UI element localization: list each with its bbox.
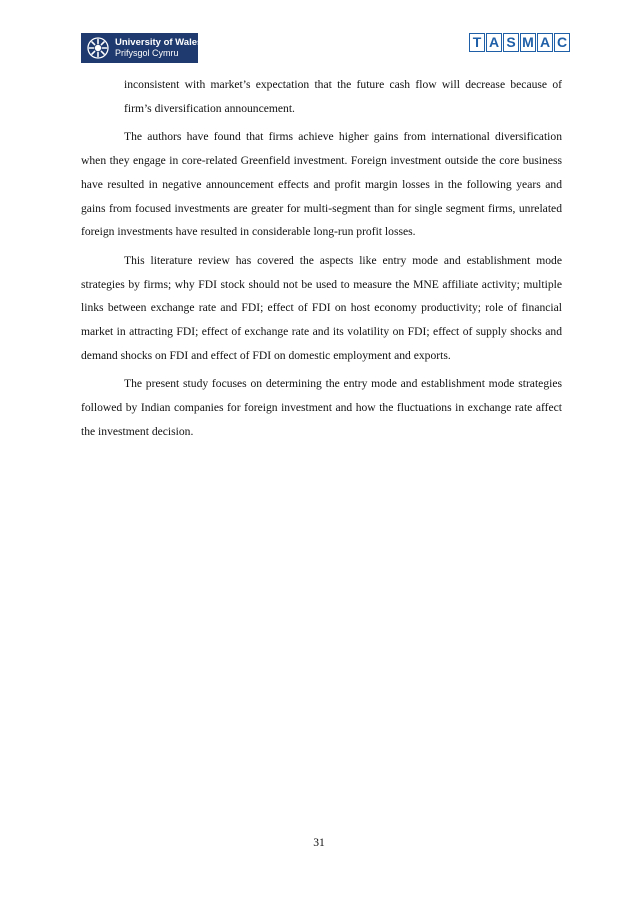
tasmac-letter: M: [520, 33, 536, 52]
paragraph-international-diversification: The authors have found that firms achieve higher gains from international diversification when they engage in core-related Greenfield investment. Foreign investment outside the core business have resulted in negative announcement effects and profit margin losses in the following years and gains from focused investments are greater for multi-segment than for single segment firms, unrelated foreign investments have resulted in considerable long-run profit losses.: [81, 130, 562, 239]
university-of-wales-logo: [81, 33, 203, 63]
tasmac-letter: A: [486, 33, 502, 52]
body-text: [81, 73, 562, 449]
tasmac-letter: A: [537, 33, 553, 52]
tasmac-logo: [469, 33, 571, 52]
university-name-english: University of Wales: [115, 37, 203, 48]
university-name-welsh: Prifysgol Cymru: [115, 48, 179, 58]
paragraph-literature-review-scope: This literature review has covered the aspects like entry mode and establishment mode strategies by firms; why FDI stock should not be used to measure the MNE affiliate activity; multiple links between exchange rate and FDI; effect of FDI on host economy productivity; role of financial market in attracting FDI; effect of exchange rate and its volatility on FDI; effect of supply shocks and demand shocks on FDI and effect of FDI on domestic employment and exports.: [81, 253, 562, 362]
university-logo-text: [115, 37, 202, 59]
tasmac-letter: S: [503, 33, 519, 52]
tasmac-letter: T: [469, 33, 485, 52]
university-emblem-icon: [87, 37, 109, 59]
paragraph-continuation: inconsistent with market’s expectation that the future cash flow will decrease because of firm’s diversification announcement.: [124, 78, 562, 115]
paragraph-present-study: The present study focuses on determining the entry mode and establishment mode strategies followed by Indian companies for foreign investment and how the fluctuations in exchange rate affect the investment decision.: [81, 377, 562, 438]
tasmac-letter: C: [554, 33, 570, 52]
page-number: 31: [313, 836, 325, 849]
